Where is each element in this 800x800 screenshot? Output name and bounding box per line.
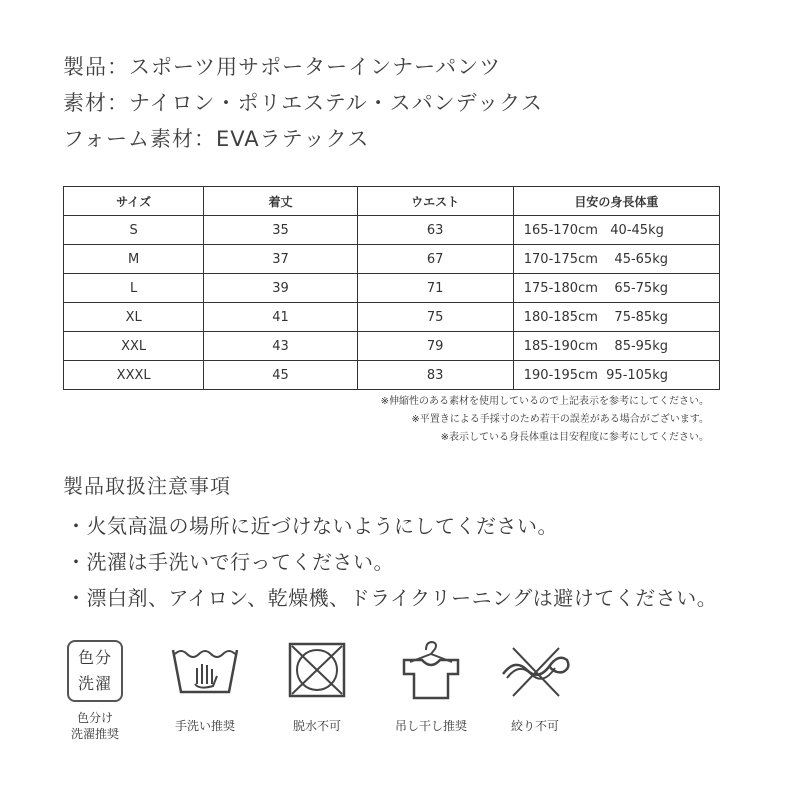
table-row — [64, 332, 720, 361]
cell-waist: 83 — [357, 361, 513, 390]
cell-size: XXXL — [64, 361, 204, 390]
table-row — [64, 303, 720, 332]
separate-wash-icon: 色分 洗濯 — [67, 640, 123, 702]
header-height-weight: 目安の身長体重 — [513, 187, 719, 216]
cell-length: 35 — [204, 216, 357, 245]
note-stretch: ※伸縮性のある素材を使用しているので上記表示を参考にしてください。 — [380, 396, 709, 407]
cell-size: XXL — [64, 332, 204, 361]
material: 素材：ナイロン・ポリエステル・スパンデックス — [63, 91, 544, 115]
foam-material: フォーム素材：EVAラテックス — [63, 127, 370, 151]
table-row — [64, 216, 720, 245]
cell-length: 43 — [204, 332, 357, 361]
header-length: 着丈 — [204, 187, 357, 216]
cell-size: M — [64, 245, 204, 274]
care-title: 製品取扱注意事項 — [63, 474, 231, 498]
care-icon-no-spin-dry — [272, 640, 362, 734]
care-icon-no-wring — [490, 640, 580, 734]
cell-waist: 67 — [357, 245, 513, 274]
cell-height-weight: 190-195cm 95-105kg — [513, 361, 719, 390]
table-notes — [381, 393, 709, 447]
cell-length: 37 — [204, 245, 357, 274]
care-icon-hang-dry — [386, 640, 476, 734]
care-icon-separate-wash — [50, 640, 140, 742]
table-row — [64, 274, 720, 303]
hang-dry-icon — [398, 640, 464, 704]
cell-height-weight: 175-180cm 65-75kg — [513, 274, 719, 303]
cell-waist: 71 — [357, 274, 513, 303]
no-wring-label: 絞り不可 — [510, 719, 559, 733]
cell-length: 45 — [204, 361, 357, 390]
no-spin-dry-icon — [286, 640, 348, 700]
cell-height-weight: 165-170cm 40-45kg — [513, 216, 719, 245]
table-row — [64, 361, 720, 390]
care-item-heat: ・火気高温の場所に近づけないようにしてください。 — [66, 514, 558, 538]
care-item-hand-wash: ・洗濯は手洗いで行ってください。 — [66, 550, 394, 574]
note-height-weight: ※表示している身長体重は目安程度に参考にしてください。 — [440, 432, 709, 443]
care-icon-hand-wash — [160, 640, 250, 734]
table-row — [64, 245, 720, 274]
no-wring-icon — [497, 640, 573, 700]
cell-size: L — [64, 274, 204, 303]
hang-dry-label: 吊し干し推奨 — [394, 719, 467, 733]
no-spin-dry-label: 脱水不可 — [292, 719, 341, 733]
hand-wash-label: 手洗い推奨 — [174, 719, 235, 733]
header-size: サイズ — [64, 187, 204, 216]
cell-waist: 75 — [357, 303, 513, 332]
table-header-row — [64, 187, 720, 216]
separate-wash-label: 色分け 洗濯推奨 — [70, 711, 119, 741]
note-measurement: ※平置きによる手採寸のため若干の誤差がある場合がございます。 — [411, 414, 709, 425]
cell-length: 39 — [204, 274, 357, 303]
cell-height-weight: 180-185cm 75-85kg — [513, 303, 719, 332]
cell-waist: 63 — [357, 216, 513, 245]
care-item-avoid: ・漂白剤、アイロン、乾燥機、ドライクリーニングは避けてください。 — [66, 586, 718, 610]
size-table — [63, 186, 720, 390]
header-waist: ウエスト — [357, 187, 513, 216]
cell-waist: 79 — [357, 332, 513, 361]
cell-height-weight: 170-175cm 45-65kg — [513, 245, 719, 274]
product-name: 製品：スポーツ用サポーターインナーパンツ — [63, 55, 502, 79]
hand-wash-icon — [167, 640, 243, 700]
cell-length: 41 — [204, 303, 357, 332]
cell-size: S — [64, 216, 204, 245]
care-list — [66, 508, 717, 616]
cell-height-weight: 185-190cm 85-95kg — [513, 332, 719, 361]
cell-size: XL — [64, 303, 204, 332]
